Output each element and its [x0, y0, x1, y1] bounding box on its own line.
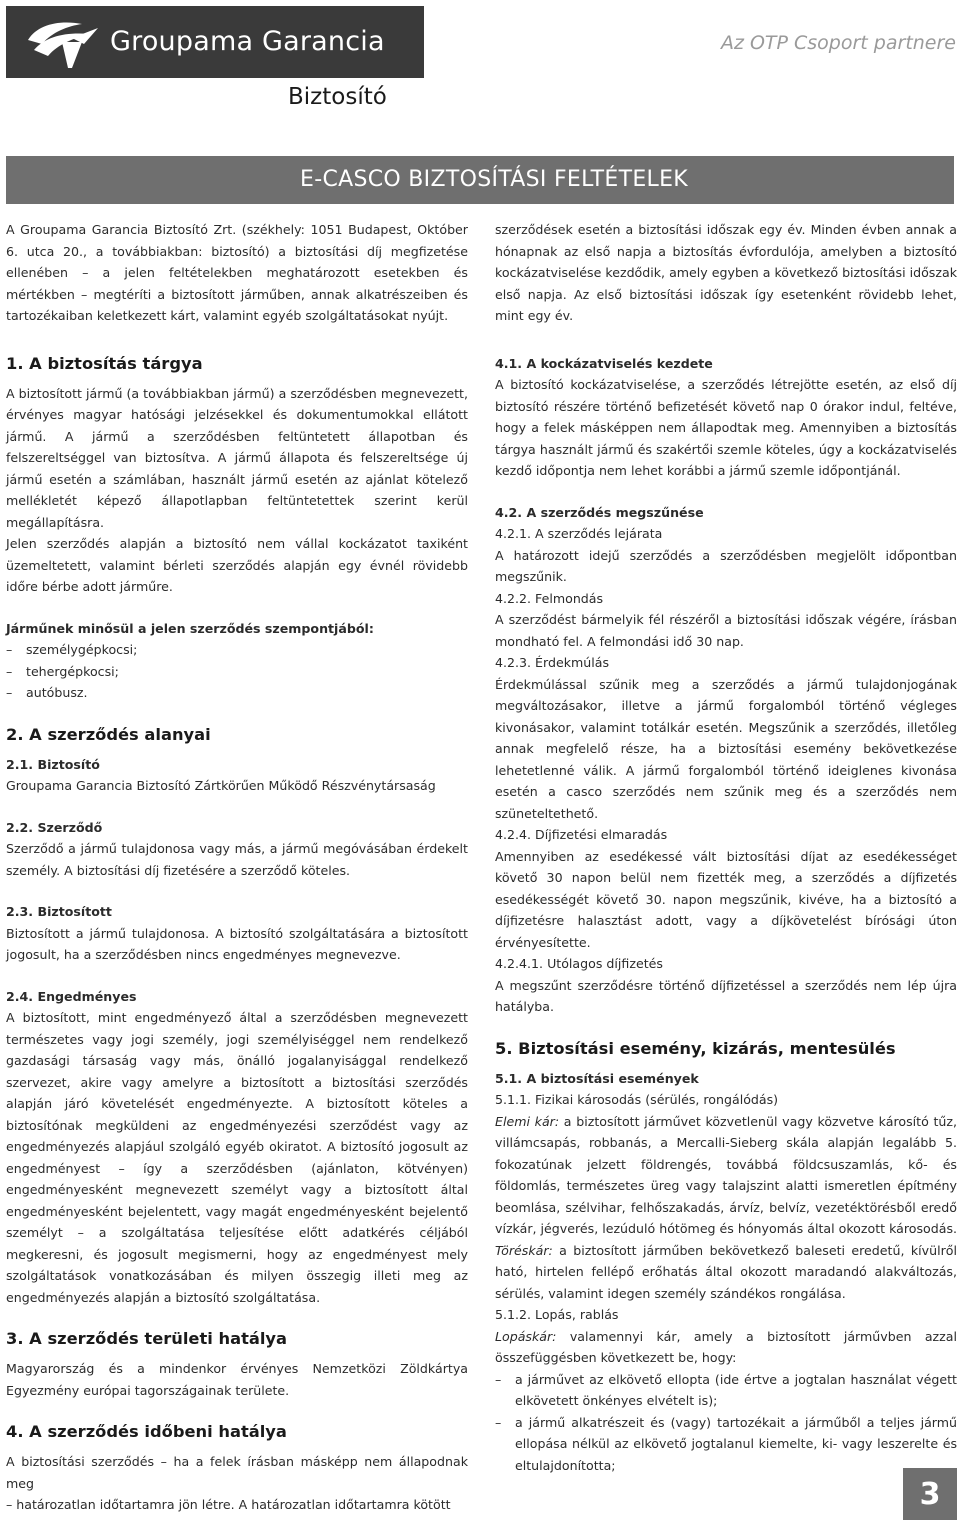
section-1-paragraph-1: A biztosított jármű (a továbbiakban jármű) a szerződésben megnevezett, érvényes magyar hatósági jelzésekkel és dokumentumokkal ellátott jármű. A jármű a szerződésben feltüntetett állapotban és felszereltséggel van biztosítva. A jármű állapota és felszereltsége új jármű esetén a számlában, használt jármű esetén az ajánlat kötelező mellékletét képező állapotlapban feltüntetettek szerint kerül megállapításra.	[6, 385, 468, 530]
section-4-title: 4. A szerződés időbeni hatálya	[6, 1422, 287, 1441]
section-4-2-4-1-title: 4.2.4.1. Utólagos díjfizetés	[495, 956, 663, 971]
section-4-text-b: – határozatlan időtartamra jön létre. A határozatlan időtartamra kötött	[6, 1497, 451, 1512]
section-4-2-4-1-text: A megszűnt szerződésre történő díjfizetéssel a szerződés nem lép újra hatályba.	[495, 977, 957, 1014]
logo-text: Groupama Garancia	[110, 26, 385, 57]
intro-paragraph: A Groupama Garancia Biztosító Zrt. (székhely: 1051 Budapest, Október 6. utca 20., a továbbiakban: biztosító) a biztosítási díj megfizetése ellenében – a jelen feltételekben meghatározott esetekben és mértékben – megtéríti a biztosított járműben, annak alkatrészeiben és tartozékaiban keletkezett kárt, valamint egyéb szolgáltatásokat nyújt.	[6, 222, 468, 323]
list-item: – autóbusz.	[6, 685, 88, 700]
section-2-2-title: 2.2. Szerződő	[6, 819, 103, 835]
vehicle-types-list	[6, 639, 468, 704]
section-4-2-2-title: 4.2.2. Felmondás	[495, 590, 604, 606]
list-item: – személygépkocsi;	[6, 642, 138, 657]
section-2-title: 2. A szerződés alanyai	[6, 724, 211, 744]
section-2-1-title: 2.1. Biztosító	[6, 756, 100, 772]
vehicle-types-heading: Járműnek minősül a jelen szerződés szempontjából:	[6, 620, 374, 636]
section-1-paragraph-2: Jelen szerződés alapján a biztosító nem vállal kockázatot taxiként üzemeltetett, valamint bérleti szerződés alapján egy évnél rövidebb időre bérbe adott járműre.	[6, 536, 468, 594]
toreskar-label: Töréskár:	[495, 1242, 553, 1258]
right-column	[495, 219, 957, 1476]
section-5-title: 5. Biztosítási esemény, kizárás, mentesülés	[495, 1038, 896, 1058]
section-4-2-1-text: A határozott idejű szerződés a szerződésben megjelölt időpontban megszűnik.	[495, 547, 957, 584]
document-title: E-CASCO BIZTOSÍTÁSI FELTÉTELEK	[300, 167, 689, 192]
section-4-2-3-title: 4.2.3. Érdekmúlás	[495, 655, 610, 670]
logo	[6, 6, 424, 78]
section-2-4-title: 2.4. Engedményes	[6, 988, 137, 1004]
section-2-3-text: Biztosított a jármű tulajdonosa. A biztosító szolgáltatására a biztosított jogosult, ha a szerződésben nincs engedményes megnevezve.	[6, 925, 468, 962]
section-4-2-4-title: 4.2.4. Díjfizetési elmaradás	[495, 827, 668, 842]
section-4-2-4-text: Amennyiben az esedékessé vált biztosítási díjat az esedékességet követő 30 napon belül nem fizették meg, a szerződés a díjfizetés esedékességét követő 30. napon megszűnik, kivéve, ha a biztosító a díjfizetésre halasztást adott, vagy a díjkövetelést bírósági úton érvényesítette.	[495, 848, 957, 950]
section-1-title: 1. A biztosítás tárgya	[6, 353, 203, 373]
groupama-logo-icon	[24, 14, 102, 70]
lopaskar-list	[495, 1369, 957, 1477]
list-item: – a jármű alkatrészeit és (vagy) tartozékait a járműből a teljes jármű ellopása nélkül az elkövető jogtalanul kiemelte, ki- vagy leszerelte és eltulajdonította;	[495, 1414, 957, 1473]
subbrand-label: Biztosító	[288, 84, 387, 110]
section-5-1-1-title: 5.1.1. Fizikai károsodás (sérülés, rongálódás)	[495, 1092, 779, 1107]
list-item: – tehergépkocsi;	[6, 663, 119, 679]
elemi-kar-paragraph: Elemi kár: a biztosított járművet közvetlenül vagy közvetve károsító tűz, villámcsapás, robbanás, a Mercalli-Sieberg skála alapján legalább 5. fokozatúnak jelzett földrengés, továbbá földcsuszamlás, kő- és földomlás, természetes üreg vagy talajszint alatti ismeretlen építmény beomlása, szélvihar, felhőszakadás, árvíz, belvíz, vezetéktörésből eredő vízkár, jégverés, lezúduló hótömeg és hónyomás által okozott károsodás.	[495, 1113, 958, 1236]
section-3-title: 3. A szerződés területi hatálya	[6, 1329, 288, 1348]
section-5-1-title: 5.1. A biztosítási események	[495, 1070, 699, 1086]
section-2-1-text: Groupama Garancia Biztosító Zártkörűen Működő Részvénytársaság	[6, 778, 436, 793]
elemi-kar-label: Elemi kár:	[495, 1113, 560, 1129]
title-banner	[6, 156, 954, 204]
section-4-2-2-text: A szerződést bármelyik fél részéről a biztosítási időszak végére, írásban mondható fel. A felmondási idő 30 nap.	[495, 612, 957, 649]
section-2-2-text: Szerződő a jármű tulajdonosa vagy más, a jármű megóvásában érdekelt személy. A biztosítási díj fizetésére a szerződő köteles.	[6, 841, 468, 878]
section-2-3-title: 2.3. Biztosított	[6, 904, 112, 919]
section-5-1-2-title: 5.1.2. Lopás, rablás	[495, 1307, 619, 1322]
partner-tagline: Az OTP Csoport partnere	[720, 32, 956, 54]
page-number: 3	[903, 1468, 957, 1520]
section-4-continued: szerződések esetén a biztosítási időszak egy év. Minden évben annak a hónapnak az első napja a biztosítás évfordulója, amelyben a biztosító kockázatviselése kezdődik, amely egyben a következő biztosítási időszak első napja. Az első biztosítási időszak így esetenként rövidebb lehet, mint egy év.	[495, 222, 957, 323]
section-4-text-a: A biztosítási szerződés – ha a felek írásban másképp nem állapodnak meg	[6, 1454, 468, 1491]
lopaskar-paragraph: Lopáskár: valamennyi kár, amely a biztosított járművben azzal összefüggésben következett be, hogy:	[495, 1328, 957, 1365]
lopaskar-label: Lopáskár:	[495, 1328, 557, 1344]
section-4-2-1-title: 4.2.1. A szerződés lejárata	[495, 526, 663, 541]
toreskar-paragraph: Töréskár: a biztosított járműben bekövetkező baleseti eredetű, kívülről ható, hirtelen fellépő erőhatás által okozott maradandó alakváltozás, sérülés, valamint idegen személy szándékos rongálása.	[495, 1242, 957, 1301]
section-4-2-3-text: Érdekmúlással szűnik meg a szerződés a jármű tulajdonjogának megváltozásakor, illetve a jármű forgalomból történő végleges kivonásakor, valamint totálkár esetén. Megszűnik a szerződés, illetőleg annak megfelelő része, ha a biztosítási esemény bekövetkezése lehetetlenné válik. A jármű forgalomból történő ideiglenes kivonása esetén a casco szerződés nem szűnik meg és a szerződés nem szüneteltethető.	[495, 676, 957, 821]
section-4-1-text: A biztosító kockázatviselése, a szerződés létrejötte esetén, az első díj biztosító részére történő befizetését követő nap 0 órakor indul, feltéve, hogy a felek másképpen nem állapodtak meg. Amennyiben a biztosítás tárgya használt jármű és szakértői szemle köteles, úgy a kockázatviselés kezdő időpontja nem lehet korábbi a jármű szemle időpontjánál.	[495, 377, 957, 478]
section-4-2-title: 4.2. A szerződés megszűnése	[495, 504, 704, 520]
left-column	[6, 219, 468, 1516]
section-4-1-title: 4.1. A kockázatviselés kezdete	[495, 355, 713, 371]
section-2-4-text: A biztosított, mint engedményező által a szerződésben megnevezett természetes vagy jogi személy, jogi személyiséggel nem rendelkező gazdasági társaság vagy más, önálló jogalanyisággal rendelkező szervezet, akire vagy amelyre a biztosított a biztosítási szerződés alapján járó követelését engedményezte. A biztosított köteles a biztosítónak megküldeni az engedményezési szerződést vagy az engedményezés alapjául szolgáló egyéb okiratot. A biztosító jogosult az engedményest – így a szerződésben (ajánlaton, kötvényen) engedményesként megnevezett személyt vagy a biztosított által engedményesként bejelentett, vagy magát engedményesként bejelentő személyt – a szolgáltatása teljesítése előtt adatkérés céljából megkeresni, és jogosult megismerni, hogy az engedményest mely szolgáltatások vonatkozásában és milyen összegig illeti meg az engedményezés alapján a biztosító szolgáltatása.	[6, 1010, 468, 1305]
section-3-text: Magyarország és a mindenkor érvényes Nemzetközi Zöldkártya Egyezmény európai tagországainak területe.	[6, 1361, 468, 1398]
list-item: – a járművet az elkövető ellopta (ide értve a jogtalan használat végett elkövetett önkényes elvételt is);	[495, 1371, 957, 1408]
